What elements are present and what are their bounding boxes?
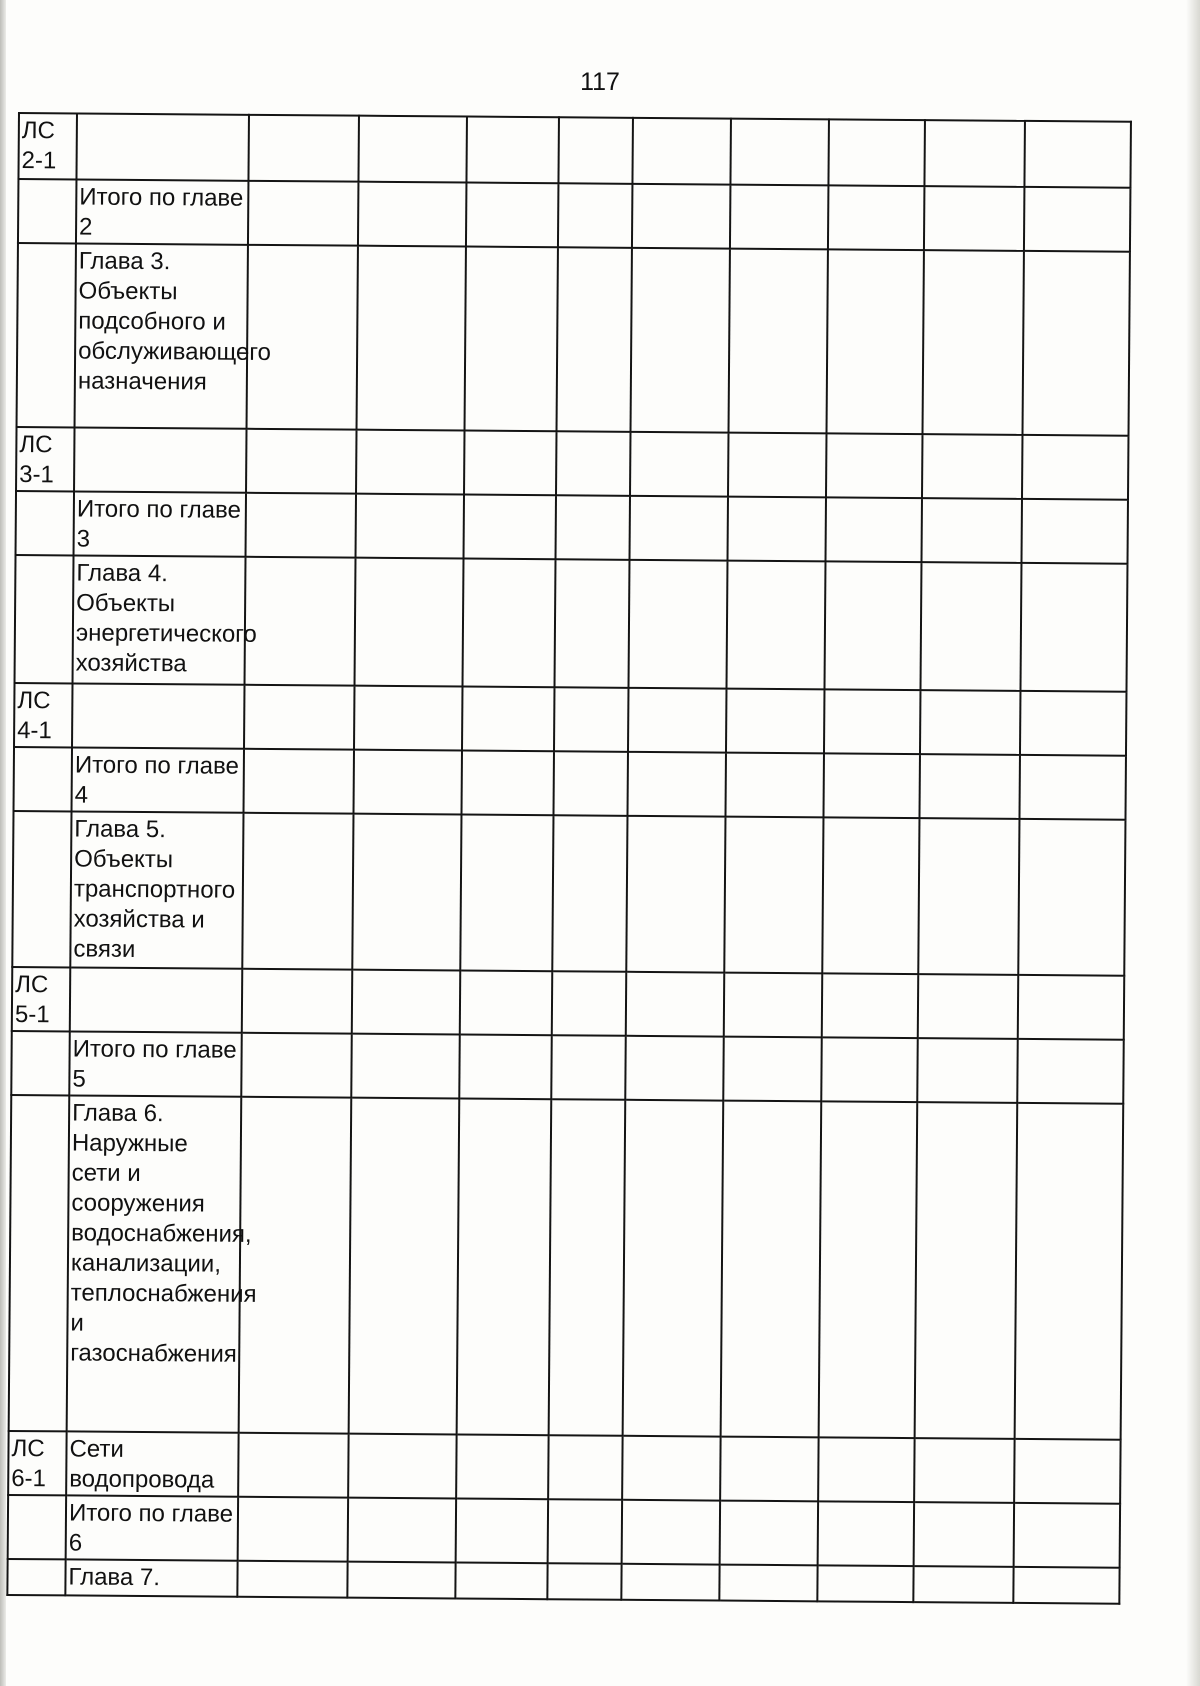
row-code xyxy=(17,243,76,427)
row-code xyxy=(7,1559,65,1595)
table-row xyxy=(16,491,1128,564)
row-label: Сети водопровода xyxy=(66,1431,238,1496)
table-row xyxy=(16,427,1128,500)
table-row xyxy=(12,811,1125,976)
estimate-table xyxy=(6,112,1132,1605)
row-label: Глава 6. Наружные сети и сооружения водоснабжения, канализации, теплоснабжения и газоснабжения xyxy=(67,1095,242,1432)
table-row xyxy=(14,683,1126,756)
row-label xyxy=(70,967,242,1032)
table-row xyxy=(8,1431,1120,1504)
row-code xyxy=(9,1095,70,1431)
row-label xyxy=(74,427,246,492)
row-label xyxy=(72,683,244,748)
table-row xyxy=(18,113,1130,188)
row-code: ЛС 6-1 xyxy=(8,1431,67,1495)
row-label xyxy=(76,113,249,180)
row-code xyxy=(14,747,73,811)
row-code xyxy=(12,811,71,967)
row-code: ЛС 3-1 xyxy=(16,427,75,491)
row-code xyxy=(16,491,75,555)
row-label: Итого по главе 2 xyxy=(76,179,248,244)
row-label: Глава 4. Объекты энергетического хозяйства xyxy=(73,555,246,684)
row-code xyxy=(15,555,74,683)
scan-edge-left xyxy=(0,0,6,1686)
row-label: Глава 7. xyxy=(65,1559,237,1596)
table-row xyxy=(15,555,1128,692)
page-number: 117 xyxy=(580,68,620,96)
scan-edge-right xyxy=(1186,0,1200,1686)
row-label: Итого по главе 5 xyxy=(69,1031,241,1096)
row-code xyxy=(8,1495,67,1559)
row-label: Глава 5. Объекты транспортного хозяйства и связи xyxy=(70,811,243,968)
row-label: Итого по главе 4 xyxy=(72,747,244,812)
table-row xyxy=(17,243,1130,436)
table-row xyxy=(7,1559,1119,1604)
table-row xyxy=(18,179,1130,252)
table-row xyxy=(11,1031,1123,1104)
row-label: Глава 3. Объекты подсобного и обслуживающего назначения xyxy=(75,243,248,428)
row-code xyxy=(11,1031,70,1095)
row-label: Итого по главе 3 xyxy=(74,491,246,556)
row-code: ЛС 5-1 xyxy=(12,967,71,1031)
table-row xyxy=(9,1095,1124,1440)
row-code xyxy=(18,179,77,243)
row-code: ЛС 4-1 xyxy=(14,683,73,747)
table-row xyxy=(14,747,1126,820)
row-code: ЛС 2-1 xyxy=(18,113,77,179)
row-label: Итого по главе 6 xyxy=(66,1495,238,1560)
table-row xyxy=(8,1495,1120,1568)
table-row xyxy=(12,967,1124,1040)
